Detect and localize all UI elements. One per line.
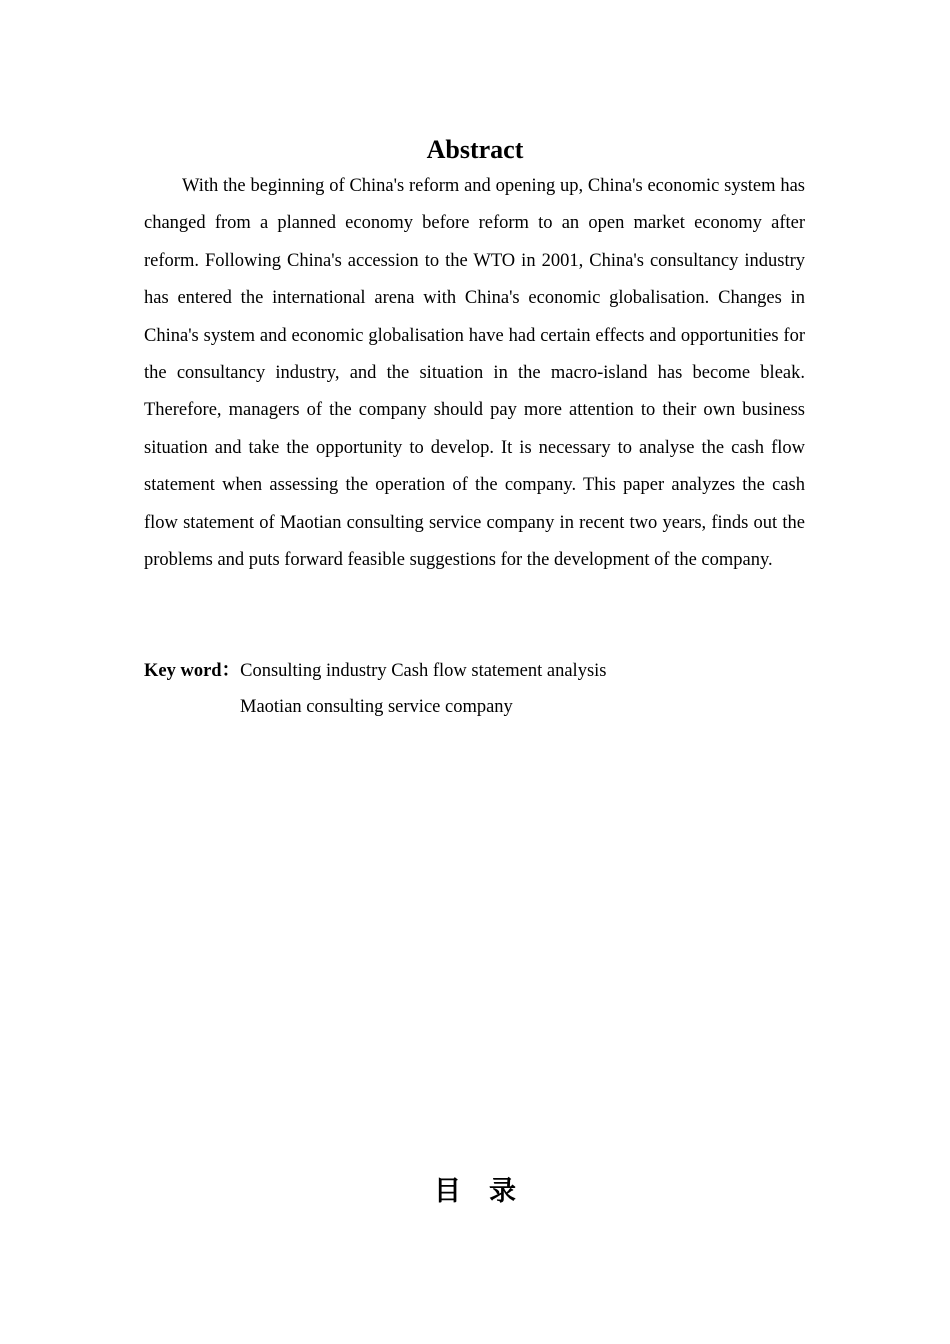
abstract-title: Abstract xyxy=(426,135,524,164)
keywords-line-1: Consulting industry Cash flow statement analysis xyxy=(240,661,607,681)
keywords-label: Key word xyxy=(144,661,222,681)
keywords-line-2: Maotian consulting service company xyxy=(240,697,513,717)
keywords-block xyxy=(144,653,805,725)
abstract-body: With the beginning of China's reform and opening up, China's economic system has changed from a planned economy before reform to an open market economy after reform. Following China's accession to the WTO in 2001, China's consultancy industry has entered the international arena with China's economic globalisation. Changes in China's system and economic globalisation have had certain effects and opportunities for the consultancy industry, and the situation in the macro-island has become bleak. Therefore, managers of the company should pay more attention to their own business situation and take the opportunity to develop. It is necessary to analyse the cash flow statement when assessing the operation of the company. This paper analyzes the cash flow statement of Maotian consulting service company in recent two years, finds out the problems and puts forward feasible suggestions for the development of the company. xyxy=(144,176,805,571)
keywords-separator: ： xyxy=(221,661,241,681)
toc-title: 目录 xyxy=(434,1176,544,1207)
